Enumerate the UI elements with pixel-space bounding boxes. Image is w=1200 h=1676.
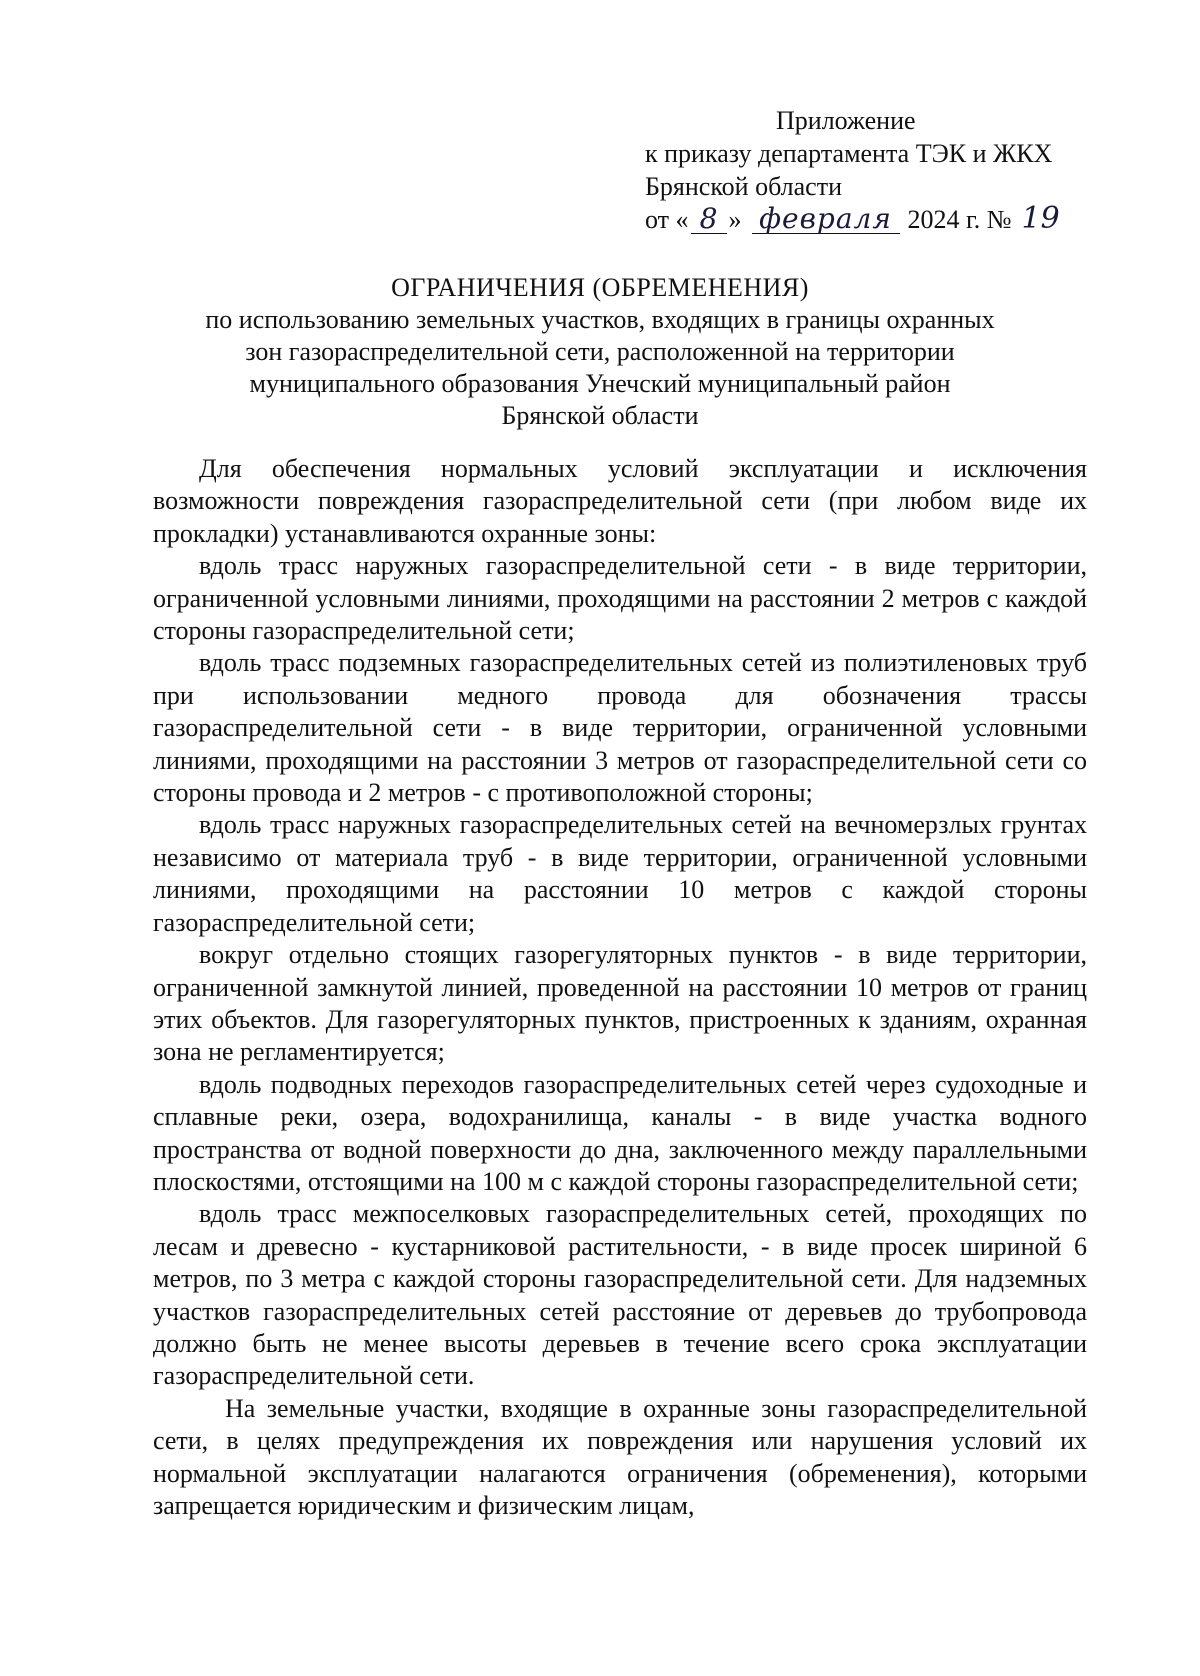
- title-subline-4: Брянской области: [501, 401, 699, 430]
- title-heading: ОГРАНИЧЕНИЯ (ОБРЕМЕНЕНИЯ): [391, 273, 809, 302]
- appendix-order-line: к приказу департамента ТЭК и ЖКХ: [645, 139, 1053, 168]
- document-title: [100, 272, 1100, 432]
- paragraph-underwater-crossings: вдоль подводных переходов газораспределительных сетей через судоходные и сплавные реки, озера, водохранилища, каналы - в виде участка водного пространства от водной поверхности до дна, заключенного между параллельными плоскостями, отстоящими на 100 м с каждой стороны газораспределительной сети;: [153, 1069, 1087, 1196]
- appendix-caption: Приложение: [776, 106, 916, 135]
- paragraph-restrictions: На земельные участки, входящие в охранные зоны газораспределительной сети, в целях предупреждения их повреждения или нарушения условий их нормальной эксплуатации налагаются ограничения (обременения), которыми запрещается юридическим и физическим лицам,: [153, 1393, 1087, 1520]
- title-subline-1: по использованию земельных участков, входящих в границы охранных: [205, 305, 995, 334]
- paragraph-permafrost: вдоль трасс наружных газораспределительных сетей на вечномерзлых грунтах независимо от материала труб - в виде территории, ограниченной условными линиями, проходящими на расстоянии 10 метров с каждой стороны газораспределительной сети;: [153, 810, 1087, 937]
- document-body: [153, 453, 1087, 1522]
- paragraph-external-networks: вдоль трасс наружных газораспределительной сети - в виде территории, ограниченной условными линиями, проходящими на расстоянии 2 метров с каждой стороны газораспределительной сети;: [153, 551, 1087, 646]
- handwritten-order-number: 19: [1021, 201, 1060, 236]
- paragraph-intersettlement: вдоль трасс межпоселковых газораспределительных сетей, проходящих по лесам и древесно - кустарниковой растительности, - в виде просек шириной 6 метров, по 3 метра с каждой стороны газораспределительной сети. Для надземных участков газораспределительных сетей расстояние от деревьев до трубопровода должно быть не менее высоты деревьев в течение всего срока эксплуатации газораспределительной сети.: [153, 1199, 1087, 1391]
- appendix-header: [645, 104, 1165, 236]
- date-prefix: от «: [645, 205, 689, 234]
- appendix-date-line: [645, 203, 1165, 236]
- paragraph-regulator-points: вокруг отдельно стоящих газорегуляторных пунктов - в виде территории, ограниченной замкнутой линией, проведенной на расстоянии 10 метров от границ этих объектов. Для газорегуляторных пунктов, пристроенных к зданиям, охранная зона не регламентируется;: [153, 940, 1087, 1067]
- paragraph-underground-networks: вдоль трасс подземных газораспределительных сетей из полиэтиленовых труб при использовании медного провода для обозначения трассы газораспределительной сети - в виде территории, ограниченной условными линиями, проходящими на расстоянии 3 метров от газораспределительной сети со стороны провода и 2 метров - с противоположной стороны;: [153, 648, 1087, 808]
- handwritten-day: 8: [691, 205, 727, 234]
- appendix-region-line: Брянской области: [645, 172, 842, 201]
- paragraph-intro: Для обеспечения нормальных условий эксплуатации и исключения возможности повреждения газораспределительной сети (при любом виде их прокладки) устанавливаются охранные зоны:: [153, 454, 1087, 548]
- title-subline-2: зон газораспределительной сети, расположенной на территории: [245, 337, 955, 366]
- year-and-number-label: 2024 г. №: [907, 205, 1012, 234]
- handwritten-month: февраля: [752, 205, 900, 234]
- title-subline-3: муниципального образования Унечский муниципальный район: [249, 369, 951, 398]
- date-mid: »: [728, 205, 742, 234]
